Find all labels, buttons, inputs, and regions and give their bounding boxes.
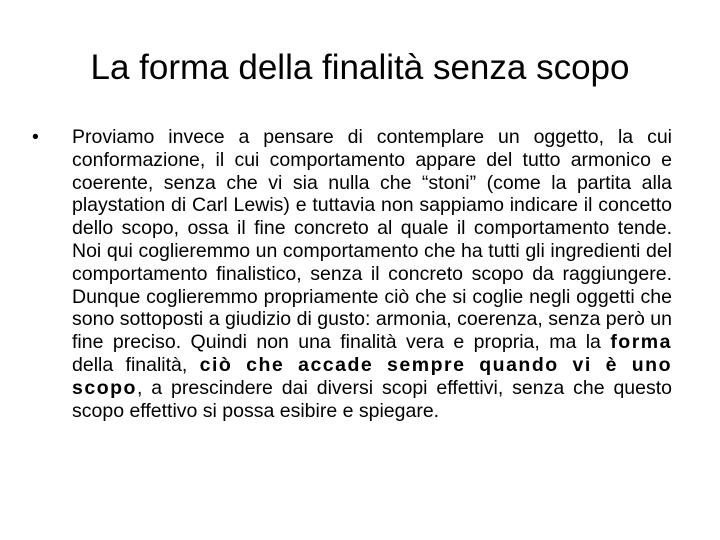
bullet-paragraph <box>72 126 672 422</box>
emphasis-scopo: ciò che accade sempre quando vi è uno scopo <box>72 353 673 399</box>
slide-title: La forma della finalità senza scopo <box>90 48 630 87</box>
emphasis-forma: forma <box>610 331 672 354</box>
bullet-item <box>32 126 672 422</box>
slide-body <box>32 126 672 422</box>
paragraph-text-1: Proviamo invece a pensare di contemplare un oggetto, la cui conformazione, il cui comportamento appare del tutto armonico e coerente, senza che vi sia nulla che “stoni” (come la partita alla playstation di Carl Lewis) e tuttavia non sappiamo indicare il concetto dello scopo, ossa il fine concreto al quale il comportamento tende. Noi qui coglieremmo un comportamento che ha tutti gli ingredienti del comportamento finalistico, senza il concreto scopo da raggiungere. Dunque coglieremmo propriamente ciò che si coglie negli oggetti che sono sottoposti a giudizio di gusto: armonia, coerenza, senza però un fine preciso. Quindi non una finalità vera e propria, ma la <box>72 126 672 354</box>
paragraph-text-2: della finalità, <box>72 353 200 376</box>
bullet-icon: • <box>32 126 39 148</box>
paragraph-text-3: , a prescindere dai diversi scopi effettivi, senza che questo scopo effettivo si possa esibire e spiegare. <box>72 376 672 422</box>
